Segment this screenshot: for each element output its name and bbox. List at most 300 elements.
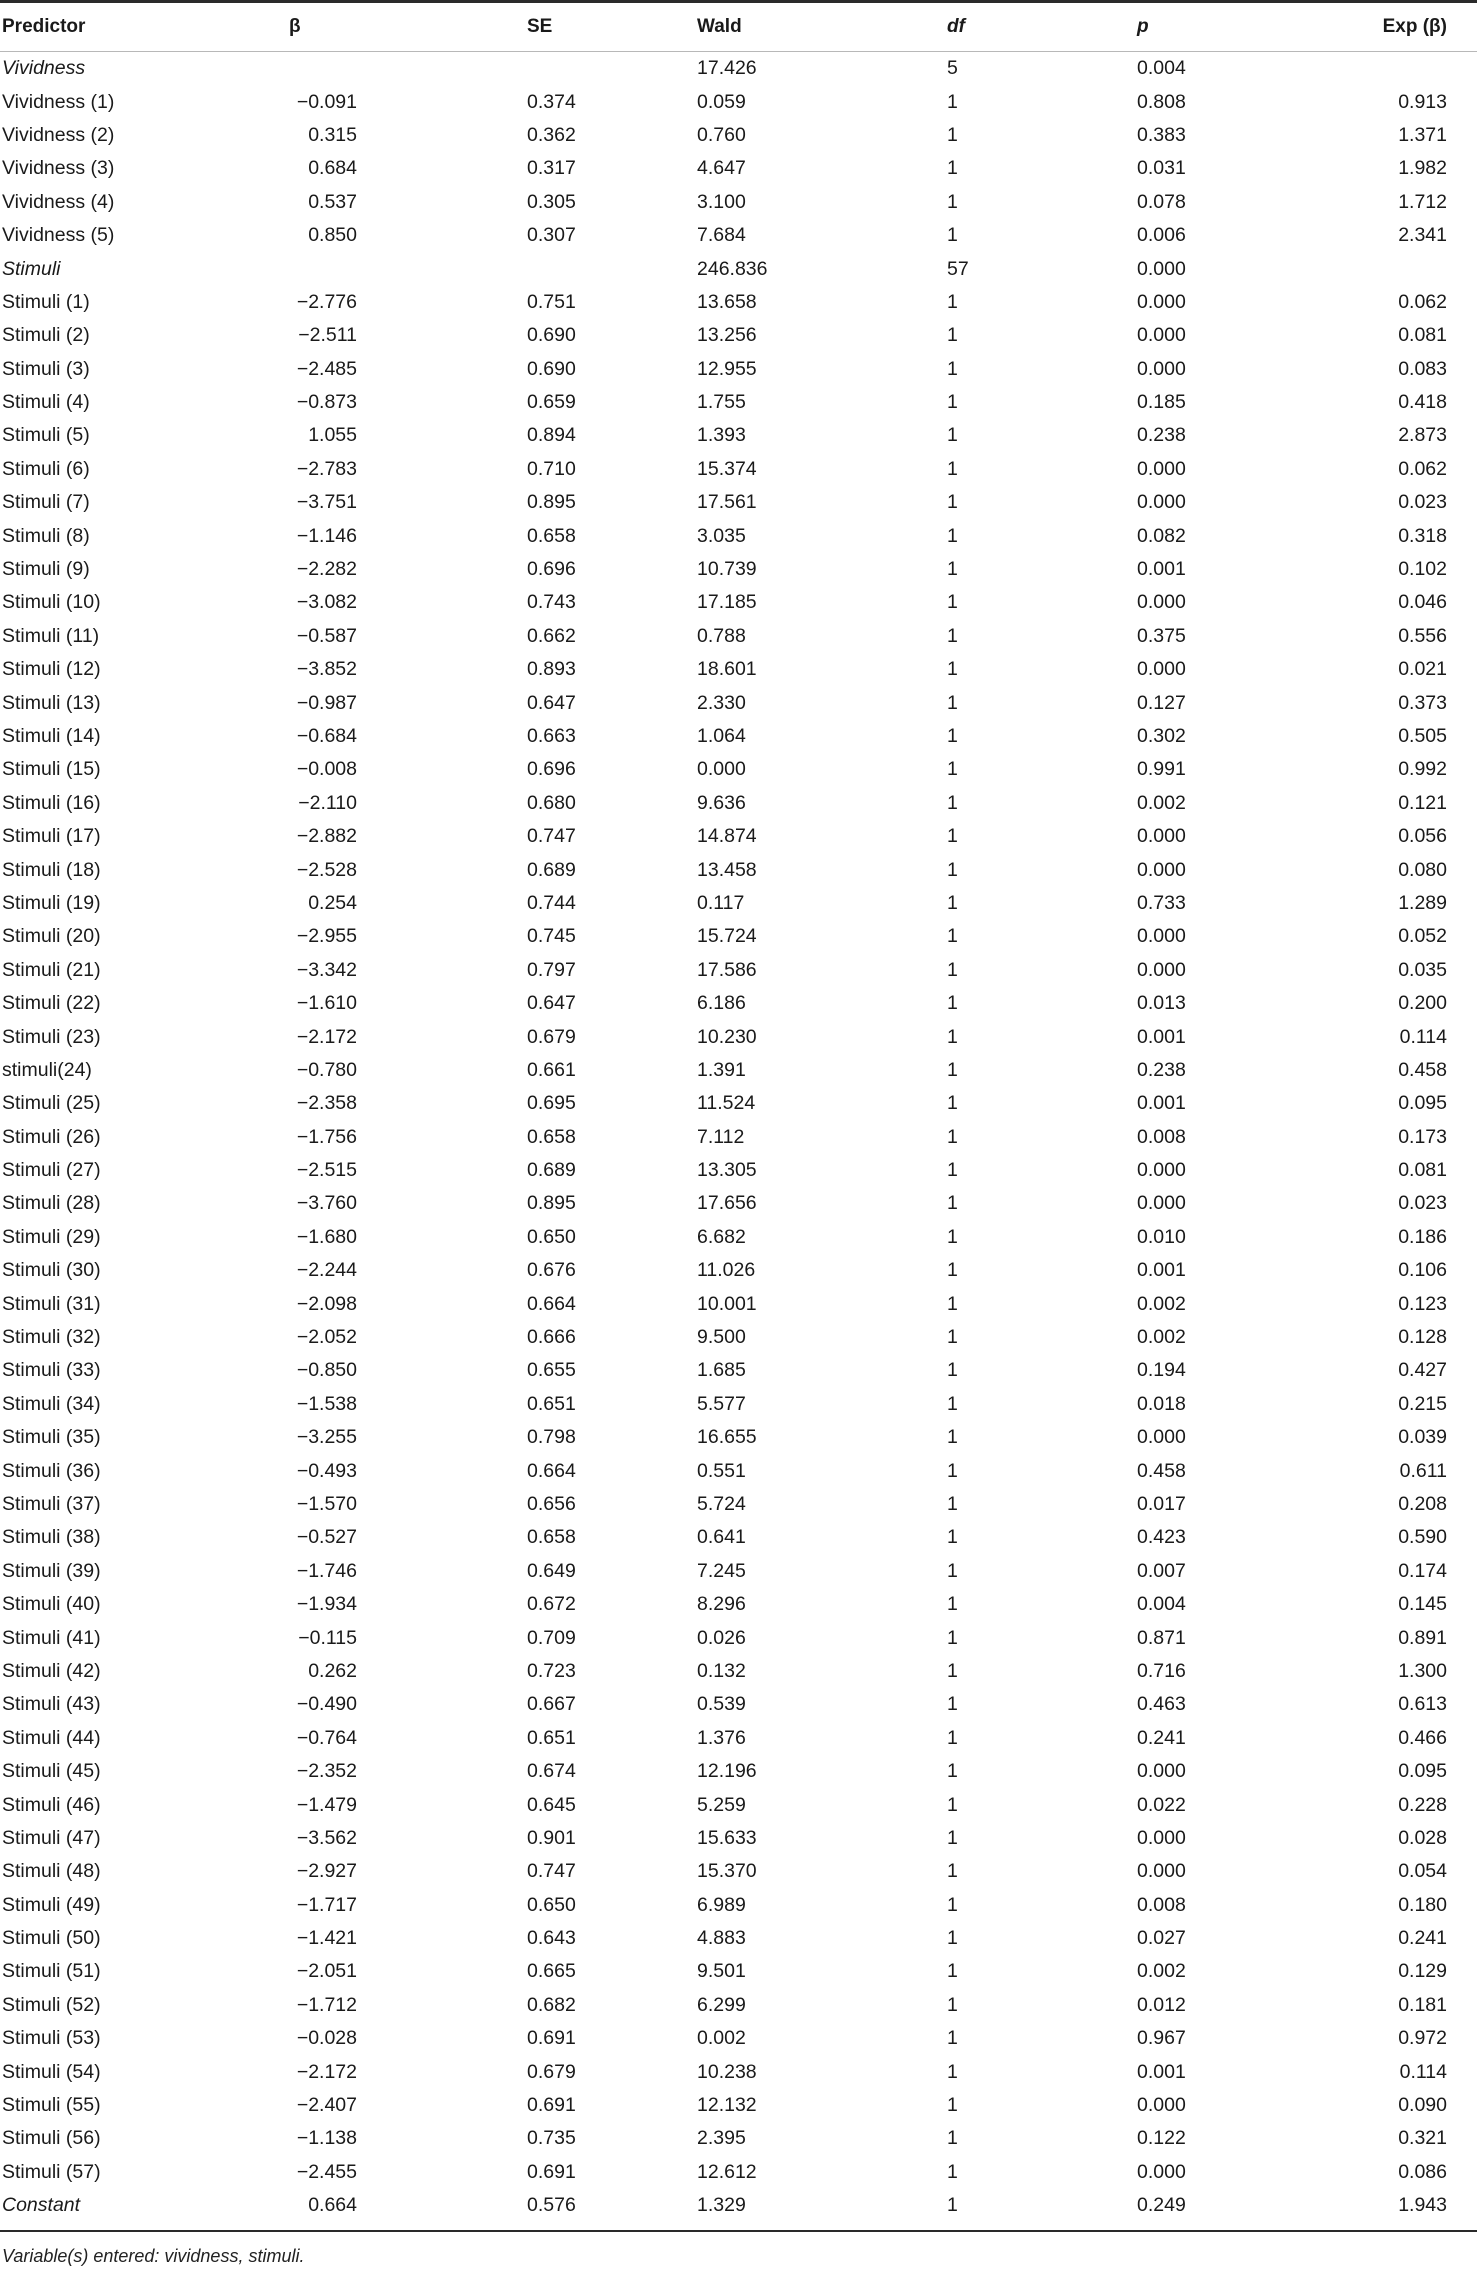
p-cell: 0.078 xyxy=(1137,190,1186,213)
se-cell: 0.650 xyxy=(527,1893,576,1916)
table-row xyxy=(0,820,1477,853)
beta-cell: −2.407 xyxy=(296,2094,357,2117)
p-cell: 0.000 xyxy=(1137,491,1186,514)
wald-cell: 3.035 xyxy=(697,524,746,547)
predictor-cell: Stimuli (1) xyxy=(2,290,90,313)
df-cell: 1 xyxy=(947,1292,958,1315)
se-cell: 0.645 xyxy=(527,1793,576,1816)
exp-beta-cell: 2.873 xyxy=(1398,424,1447,447)
p-cell: 0.185 xyxy=(1137,391,1186,414)
se-cell: 0.666 xyxy=(527,1326,576,1349)
beta-cell: −0.587 xyxy=(296,624,357,647)
p-cell: 0.000 xyxy=(1137,1159,1186,1182)
exp-beta-cell: 0.086 xyxy=(1398,2160,1447,2183)
df-cell: 1 xyxy=(947,1826,958,1849)
df-cell: 1 xyxy=(947,90,958,113)
exp-beta-cell: 0.095 xyxy=(1398,1760,1447,1783)
beta-cell: −0.780 xyxy=(296,1058,357,1081)
beta-cell: −2.955 xyxy=(296,925,357,948)
wald-cell: 10.230 xyxy=(697,1025,757,1048)
table-row xyxy=(0,52,1477,85)
wald-cell: 11.026 xyxy=(697,1259,756,1282)
table-row xyxy=(0,1454,1477,1487)
exp-beta-cell: 0.145 xyxy=(1398,1593,1447,1616)
se-cell: 0.690 xyxy=(527,324,576,347)
se-cell: 0.663 xyxy=(527,725,576,747)
exp-beta-cell: 0.992 xyxy=(1398,758,1447,781)
wald-cell: 14.874 xyxy=(697,825,757,848)
exp-beta-cell: 0.228 xyxy=(1398,1793,1447,1816)
bottom-rule xyxy=(0,2230,1477,2232)
p-cell: 0.017 xyxy=(1137,1492,1186,1515)
beta-cell: −2.172 xyxy=(296,2060,357,2083)
table-row xyxy=(0,1421,1477,1454)
wald-cell: 0.539 xyxy=(697,1693,746,1716)
wald-cell: 5.259 xyxy=(697,1793,746,1816)
df-cell: 1 xyxy=(947,992,958,1015)
beta-cell: −2.511 xyxy=(298,324,357,347)
header-exp-beta: Exp (β) xyxy=(1382,16,1447,37)
beta-cell: −1.680 xyxy=(296,1225,357,1248)
df-cell: 1 xyxy=(947,391,958,414)
table-body xyxy=(0,52,1477,2222)
se-cell: 0.656 xyxy=(527,1492,576,1515)
exp-beta-cell: 0.114 xyxy=(1399,2060,1447,2083)
p-cell: 0.004 xyxy=(1137,57,1186,80)
exp-beta-cell: 0.186 xyxy=(1398,1225,1447,1248)
predictor-cell: Stimuli (52) xyxy=(2,1993,101,2016)
beta-cell: −3.082 xyxy=(296,591,357,614)
exp-beta-cell: 1.943 xyxy=(1398,2194,1447,2217)
df-cell: 1 xyxy=(947,1459,958,1482)
beta-cell: −2.927 xyxy=(296,1860,357,1883)
p-cell: 0.000 xyxy=(1137,357,1186,380)
p-cell: 0.001 xyxy=(1137,1259,1186,1282)
se-cell: 0.647 xyxy=(527,992,576,1015)
exp-beta-cell: 0.023 xyxy=(1398,491,1447,514)
predictor-cell: Stimuli (16) xyxy=(2,791,101,814)
se-cell: 0.374 xyxy=(527,90,576,113)
p-cell: 0.302 xyxy=(1137,725,1186,747)
predictor-cell: Stimuli (3) xyxy=(2,357,90,380)
wald-cell: 0.002 xyxy=(697,2027,746,2050)
predictor-cell: Stimuli (29) xyxy=(2,1225,101,1248)
p-cell: 0.241 xyxy=(1137,1726,1186,1749)
p-cell: 0.000 xyxy=(1137,858,1186,881)
table-row xyxy=(0,1054,1477,1087)
table-row xyxy=(0,987,1477,1020)
predictor-cell: Stimuli (55) xyxy=(2,2094,101,2117)
wald-cell: 1.391 xyxy=(697,1058,746,1081)
exp-beta-cell: 0.129 xyxy=(1398,1960,1447,1983)
p-cell: 0.008 xyxy=(1137,1125,1186,1148)
se-cell: 0.305 xyxy=(527,190,576,213)
df-cell: 1 xyxy=(947,1860,958,1883)
predictor-cell: Stimuli (30) xyxy=(2,1259,101,1282)
p-cell: 0.001 xyxy=(1137,558,1186,581)
predictor-cell: Stimuli (14) xyxy=(2,725,101,747)
p-cell: 0.000 xyxy=(1137,1192,1186,1215)
se-cell: 0.662 xyxy=(527,624,576,647)
se-cell: 0.651 xyxy=(527,1392,576,1415)
beta-cell: −3.255 xyxy=(296,1426,357,1449)
beta-cell: 0.262 xyxy=(308,1659,357,1682)
df-cell: 1 xyxy=(947,2060,958,2083)
df-cell: 1 xyxy=(947,2160,958,2183)
df-cell: 1 xyxy=(947,357,958,380)
se-cell: 0.696 xyxy=(527,558,576,581)
predictor-cell: Stimuli (19) xyxy=(2,891,101,914)
header-wald: Wald xyxy=(697,16,742,37)
exp-beta-cell: 0.114 xyxy=(1399,1025,1447,1048)
wald-cell: 13.658 xyxy=(697,290,757,313)
wald-cell: 4.647 xyxy=(697,157,746,180)
exp-beta-cell: 0.083 xyxy=(1398,357,1447,380)
beta-cell: −0.115 xyxy=(298,1626,357,1649)
header-df: df xyxy=(947,16,965,37)
header-se: SE xyxy=(527,16,553,37)
beta-cell: −0.028 xyxy=(296,2027,357,2050)
predictor-cell: Stimuli (34) xyxy=(2,1392,101,1415)
p-cell: 0.004 xyxy=(1137,1593,1186,1616)
p-cell: 0.000 xyxy=(1137,324,1186,347)
p-cell: 0.375 xyxy=(1137,624,1186,647)
wald-cell: 6.682 xyxy=(697,1225,746,1248)
p-cell: 0.000 xyxy=(1137,1860,1186,1883)
se-cell: 0.682 xyxy=(527,1993,576,2016)
wald-cell: 1.755 xyxy=(697,391,746,414)
wald-cell: 2.330 xyxy=(697,691,746,714)
beta-cell: −1.756 xyxy=(296,1125,357,1148)
beta-cell: 0.664 xyxy=(308,2194,357,2217)
predictor-cell: Stimuli (27) xyxy=(2,1159,101,1182)
p-cell: 0.013 xyxy=(1137,992,1186,1015)
predictor-cell: Stimuli (48) xyxy=(2,1860,101,1883)
exp-beta-cell: 0.891 xyxy=(1398,1626,1447,1649)
predictor-cell: Stimuli (47) xyxy=(2,1826,101,1849)
wald-cell: 6.299 xyxy=(697,1993,746,2016)
se-cell: 0.651 xyxy=(527,1726,576,1749)
beta-cell: −2.358 xyxy=(296,1092,357,1115)
table-row xyxy=(0,1722,1477,1755)
exp-beta-cell: 0.021 xyxy=(1398,658,1447,681)
predictor-cell: Stimuli (50) xyxy=(2,1927,101,1950)
beta-cell: −0.527 xyxy=(296,1526,357,1549)
p-cell: 0.249 xyxy=(1137,2194,1186,2217)
table-row xyxy=(0,920,1477,953)
table-row xyxy=(0,1354,1477,1387)
wald-cell: 0.641 xyxy=(697,1526,746,1549)
se-cell: 0.576 xyxy=(527,2194,576,2217)
se-cell: 0.307 xyxy=(527,224,576,247)
table-row xyxy=(0,386,1477,419)
beta-cell: −3.760 xyxy=(296,1192,357,1215)
exp-beta-cell: 0.972 xyxy=(1398,2027,1447,2050)
predictor-cell: Vividness xyxy=(2,57,86,80)
p-cell: 0.194 xyxy=(1137,1359,1186,1382)
beta-cell: −0.873 xyxy=(296,391,357,414)
wald-cell: 12.196 xyxy=(697,1760,757,1783)
df-cell: 1 xyxy=(947,1559,958,1582)
p-cell: 0.967 xyxy=(1137,2027,1186,2050)
predictor-cell: Stimuli (23) xyxy=(2,1025,101,1048)
exp-beta-cell: 1.300 xyxy=(1398,1659,1447,1682)
wald-cell: 17.586 xyxy=(697,958,757,981)
predictor-cell: Stimuli (9) xyxy=(2,558,90,581)
wald-cell: 17.561 xyxy=(697,491,757,514)
df-cell: 1 xyxy=(947,324,958,347)
table-row xyxy=(0,887,1477,920)
predictor-cell: stimuli(24) xyxy=(2,1058,92,1081)
wald-cell: 10.001 xyxy=(697,1292,757,1315)
table-row xyxy=(0,186,1477,219)
predictor-cell: Stimuli (37) xyxy=(2,1492,101,1515)
df-cell: 1 xyxy=(947,891,958,914)
exp-beta-cell: 1.371 xyxy=(1398,123,1447,146)
p-cell: 0.122 xyxy=(1137,2127,1186,2150)
table-row xyxy=(0,219,1477,252)
p-cell: 0.458 xyxy=(1137,1459,1186,1482)
beta-cell: −0.764 xyxy=(296,1726,357,1749)
wald-cell: 0.551 xyxy=(697,1459,746,1482)
p-cell: 0.012 xyxy=(1137,1993,1186,2016)
p-cell: 0.002 xyxy=(1137,791,1186,814)
exp-beta-cell: 0.611 xyxy=(1399,1459,1447,1482)
exp-beta-cell: 0.090 xyxy=(1398,2094,1447,2117)
predictor-cell: Stimuli (13) xyxy=(2,691,101,714)
table-row xyxy=(0,1989,1477,2022)
header-row xyxy=(0,3,1477,52)
table-row xyxy=(0,419,1477,452)
exp-beta-cell: 1.982 xyxy=(1398,157,1447,180)
beta-cell: −2.528 xyxy=(296,858,357,881)
exp-beta-cell: 0.466 xyxy=(1398,1726,1447,1749)
table-row xyxy=(0,2055,1477,2088)
table-row xyxy=(0,519,1477,552)
se-cell: 0.658 xyxy=(527,1526,576,1549)
se-cell: 0.691 xyxy=(527,2027,576,2050)
wald-cell: 7.245 xyxy=(697,1559,746,1582)
se-cell: 0.901 xyxy=(527,1826,576,1849)
wald-cell: 17.656 xyxy=(697,1192,757,1215)
exp-beta-cell: 0.095 xyxy=(1398,1092,1447,1115)
wald-cell: 15.374 xyxy=(697,457,757,480)
beta-cell: −1.421 xyxy=(296,1927,357,1950)
df-cell: 1 xyxy=(947,691,958,714)
p-cell: 0.002 xyxy=(1137,1292,1186,1315)
table-row xyxy=(0,853,1477,886)
exp-beta-cell: 0.241 xyxy=(1398,1927,1447,1950)
table-row xyxy=(0,1655,1477,1688)
predictor-cell: Stimuli (2) xyxy=(2,324,90,347)
wald-cell: 10.739 xyxy=(697,558,757,581)
df-cell: 1 xyxy=(947,2127,958,2150)
predictor-cell: Stimuli (7) xyxy=(2,491,90,514)
wald-cell: 1.393 xyxy=(697,424,746,447)
wald-cell: 1.376 xyxy=(697,1726,746,1749)
predictor-cell: Stimuli (40) xyxy=(2,1593,101,1616)
wald-cell: 6.989 xyxy=(697,1893,746,1916)
wald-cell: 0.760 xyxy=(697,123,746,146)
p-cell: 0.238 xyxy=(1137,424,1186,447)
wald-cell: 17.185 xyxy=(697,591,757,614)
exp-beta-cell: 0.054 xyxy=(1398,1860,1447,1883)
table-row xyxy=(0,252,1477,285)
predictor-cell: Stimuli (6) xyxy=(2,457,90,480)
beta-cell: −0.987 xyxy=(296,691,357,714)
wald-cell: 13.305 xyxy=(697,1159,757,1182)
predictor-cell: Stimuli (15) xyxy=(2,758,101,781)
beta-cell: −2.352 xyxy=(296,1760,357,1783)
se-cell: 0.667 xyxy=(527,1693,576,1716)
table-row xyxy=(0,1221,1477,1254)
p-cell: 0.000 xyxy=(1137,290,1186,313)
se-cell: 0.690 xyxy=(527,357,576,380)
table-row xyxy=(0,1020,1477,1053)
se-cell: 0.676 xyxy=(527,1259,576,1282)
table-row xyxy=(0,686,1477,719)
wald-cell: 2.395 xyxy=(697,2127,746,2150)
wald-cell: 0.788 xyxy=(697,624,746,647)
table-row xyxy=(0,753,1477,786)
se-cell: 0.751 xyxy=(527,290,576,313)
df-cell: 1 xyxy=(947,424,958,447)
df-cell: 1 xyxy=(947,190,958,213)
wald-cell: 15.633 xyxy=(697,1826,757,1849)
p-cell: 0.082 xyxy=(1137,524,1186,547)
wald-cell: 16.655 xyxy=(697,1426,757,1449)
beta-cell: −1.610 xyxy=(296,992,357,1015)
beta-cell: −2.515 xyxy=(296,1159,357,1182)
wald-cell: 8.296 xyxy=(697,1593,746,1616)
p-cell: 0.423 xyxy=(1137,1526,1186,1549)
p-cell: 0.018 xyxy=(1137,1392,1186,1415)
table-row xyxy=(0,1621,1477,1654)
predictor-cell: Stimuli (4) xyxy=(2,391,90,414)
wald-cell: 15.724 xyxy=(697,925,757,948)
se-cell: 0.317 xyxy=(527,157,576,180)
beta-cell: −2.244 xyxy=(296,1259,357,1282)
predictor-cell: Vividness (3) xyxy=(2,157,115,180)
beta-cell: 0.684 xyxy=(308,157,357,180)
beta-cell: −1.146 xyxy=(296,524,357,547)
df-cell: 1 xyxy=(947,1192,958,1215)
se-cell: 0.664 xyxy=(527,1292,576,1315)
p-cell: 0.871 xyxy=(1137,1626,1186,1649)
exp-beta-cell: 0.056 xyxy=(1398,825,1447,848)
se-cell: 0.643 xyxy=(527,1927,576,1950)
p-cell: 0.000 xyxy=(1137,2094,1186,2117)
exp-beta-cell: 0.102 xyxy=(1398,558,1447,581)
beta-cell: −2.485 xyxy=(296,357,357,380)
df-cell: 1 xyxy=(947,1159,958,1182)
beta-cell: −2.282 xyxy=(296,558,357,581)
p-cell: 0.000 xyxy=(1137,925,1186,948)
wald-cell: 0.132 xyxy=(697,1659,746,1682)
beta-cell: −2.098 xyxy=(296,1292,357,1315)
table-row xyxy=(0,1488,1477,1521)
table-row xyxy=(0,85,1477,118)
predictor-cell: Stimuli (11) xyxy=(2,624,100,647)
table-row xyxy=(0,353,1477,386)
p-cell: 0.001 xyxy=(1137,1025,1186,1048)
header-beta: β xyxy=(289,16,301,37)
wald-cell: 0.000 xyxy=(697,758,746,781)
beta-cell: 0.254 xyxy=(308,891,357,914)
table-row xyxy=(0,319,1477,352)
beta-cell: −1.479 xyxy=(296,1793,357,1816)
table-row xyxy=(0,119,1477,152)
se-cell: 0.747 xyxy=(527,825,576,848)
p-cell: 0.010 xyxy=(1137,1225,1186,1248)
se-cell: 0.696 xyxy=(527,758,576,781)
se-cell: 0.664 xyxy=(527,1459,576,1482)
beta-cell: −0.490 xyxy=(296,1693,357,1716)
table-row xyxy=(0,486,1477,519)
se-cell: 0.655 xyxy=(527,1359,576,1382)
exp-beta-cell: 0.556 xyxy=(1398,624,1447,647)
p-cell: 0.991 xyxy=(1137,758,1186,781)
exp-beta-cell: 0.590 xyxy=(1398,1526,1447,1549)
df-cell: 5 xyxy=(947,57,958,80)
predictor-cell: Vividness (5) xyxy=(2,224,115,247)
exp-beta-cell: 0.052 xyxy=(1398,925,1447,948)
wald-cell: 7.112 xyxy=(697,1125,745,1148)
se-cell: 0.893 xyxy=(527,658,576,681)
beta-cell: −3.751 xyxy=(296,491,357,514)
df-cell: 1 xyxy=(947,1125,958,1148)
table-row xyxy=(0,1688,1477,1721)
beta-cell: −3.342 xyxy=(296,958,357,981)
table-row xyxy=(0,1287,1477,1320)
df-cell: 1 xyxy=(947,1058,958,1081)
predictor-cell: Stimuli xyxy=(2,257,61,280)
df-cell: 1 xyxy=(947,1793,958,1816)
df-cell: 1 xyxy=(947,2027,958,2050)
se-cell: 0.362 xyxy=(527,123,576,146)
header-predictor: Predictor xyxy=(2,16,86,37)
table-row xyxy=(0,2022,1477,2055)
df-cell: 1 xyxy=(947,725,958,747)
p-cell: 0.000 xyxy=(1137,958,1186,981)
table-row xyxy=(0,1822,1477,1855)
df-cell: 1 xyxy=(947,1426,958,1449)
df-cell: 1 xyxy=(947,858,958,881)
beta-cell: −2.455 xyxy=(296,2160,357,2183)
table-row xyxy=(0,586,1477,619)
se-cell: 0.710 xyxy=(527,457,576,480)
se-cell: 0.674 xyxy=(527,1760,576,1783)
wald-cell: 18.601 xyxy=(697,658,757,681)
table-row xyxy=(0,1755,1477,1788)
df-cell: 1 xyxy=(947,925,958,948)
p-cell: 0.027 xyxy=(1137,1927,1186,1950)
se-cell: 0.649 xyxy=(527,1559,576,1582)
exp-beta-cell: 0.458 xyxy=(1398,1058,1447,1081)
predictor-cell: Vividness (1) xyxy=(2,90,115,113)
p-cell: 0.716 xyxy=(1137,1659,1186,1682)
table-row xyxy=(0,2156,1477,2189)
p-cell: 0.000 xyxy=(1137,1826,1186,1849)
exp-beta-cell: 0.062 xyxy=(1398,290,1447,313)
table-row xyxy=(0,152,1477,185)
exp-beta-cell: 0.215 xyxy=(1398,1392,1447,1415)
wald-cell: 1.064 xyxy=(697,725,746,747)
wald-cell: 13.256 xyxy=(697,324,757,347)
exp-beta-cell: 0.913 xyxy=(1398,90,1447,113)
predictor-cell: Stimuli (28) xyxy=(2,1192,101,1215)
p-cell: 0.463 xyxy=(1137,1693,1186,1716)
